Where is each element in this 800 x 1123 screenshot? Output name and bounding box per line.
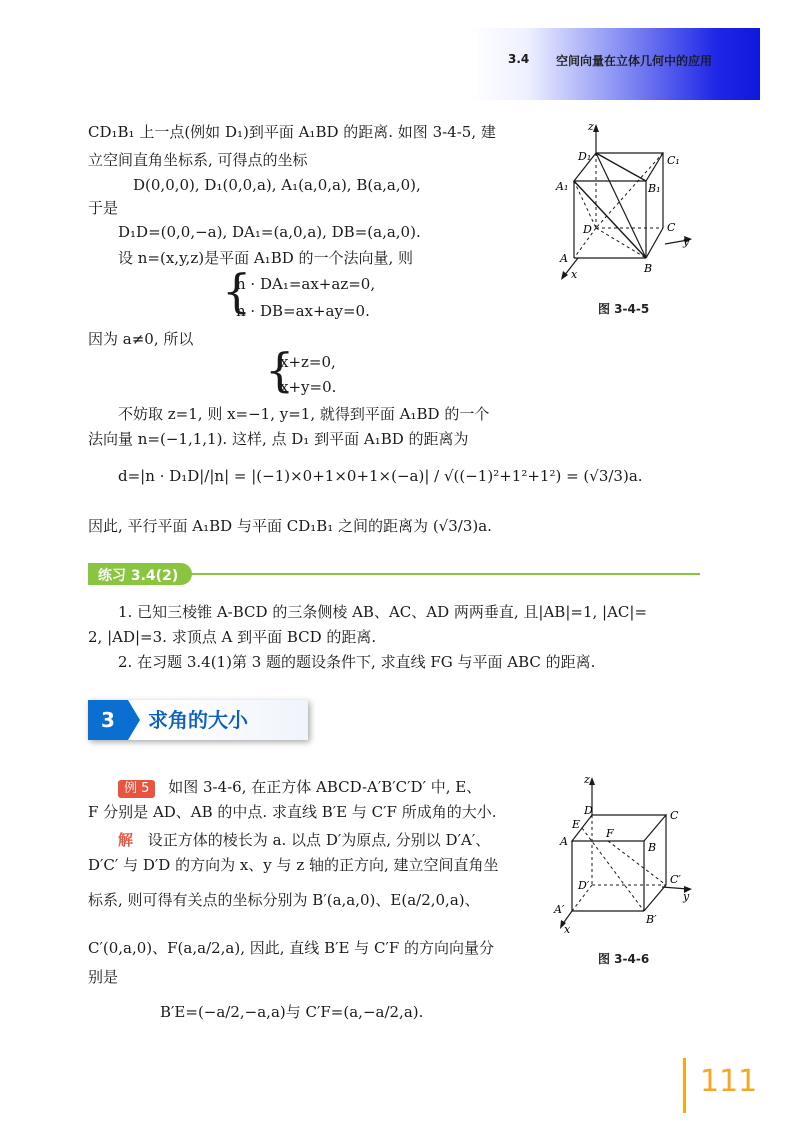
section-number: 3 <box>88 700 128 740</box>
header-section-number: 3.4 <box>508 52 530 66</box>
body-line: x+z=0, <box>280 353 336 371</box>
body-line: n · DB=ax+ay=0. <box>236 302 370 320</box>
cube-figure-3-4-6 <box>550 773 710 938</box>
example-line: C′(0,a,0)、F(a,a/2,a), 因此, 直线 B′E 与 C′F 的方向向量分 <box>88 939 495 957</box>
body-line: CD₁B₁ 上一点(例如 D₁)到平面 A₁BD 的距离. 如图 3-4-5, 建 <box>88 123 496 141</box>
section-arrow <box>128 700 140 740</box>
label-B1: B₁ <box>648 182 661 195</box>
exercise-rule <box>182 573 700 575</box>
top-face <box>572 815 666 841</box>
label-D1: D₁ <box>578 150 592 163</box>
body-line: 于是 <box>88 199 119 217</box>
solution-line <box>118 830 490 850</box>
solution-label: 解 <box>118 831 134 849</box>
example-line: F 分别是 AD、AB 的中点. 求直线 B′E 与 C′F 所成角的大小. <box>88 803 497 821</box>
label-F: F <box>606 827 614 840</box>
label-D: D <box>583 223 592 236</box>
label-Ap: A′ <box>554 903 565 916</box>
label-y: y <box>683 890 690 903</box>
exercise-title: 练习 3.4(2) <box>98 568 179 584</box>
body-line: 不妨取 z=1, 则 x=−1, y=1, 就得到平面 A₁BD 的一个 <box>118 405 490 423</box>
exercise-item: 1. 已知三棱锥 A-BCD 的三条侧棱 AB、AC、AD 两两垂直, 且|AB|=1, |AC|= <box>118 603 648 621</box>
example-text: 如图 3-4-6, 在正方体 ABCD-A′B′C′D′ 中, E、 <box>168 778 482 796</box>
label-z: z <box>584 773 590 786</box>
body-line: x+y=0. <box>280 378 337 396</box>
label-C1: C₁ <box>667 154 680 167</box>
label-y: y <box>683 235 690 248</box>
body-line: 立空间直角坐标系, 可得点的坐标 <box>88 151 308 169</box>
example-line-1 <box>118 777 481 798</box>
equation-brace: { <box>222 264 252 318</box>
body-line: 设 n=(x,y,z)是平面 A₁BD 的一个法向量, 则 <box>118 249 414 267</box>
label-A1: A₁ <box>556 180 569 193</box>
exercise-item: 2. 在习题 3.4(1)第 3 题的题设条件下, 求直线 FG 与平面 ABC 的距离. <box>118 653 596 671</box>
exercise-item: 2, |AD|=3. 求顶点 A 到平面 BCD 的距离. <box>88 628 377 646</box>
body-line: n · DA₁=ax+az=0, <box>236 275 376 293</box>
solution-text: 设正方体的棱长为 a. 以点 D′为原点, 分别以 D′A′、 <box>147 831 491 849</box>
body-line: 因为 a≠0, 所以 <box>88 330 194 348</box>
label-Dp: D′ <box>578 879 590 892</box>
direction-vectors: B′E=(−a/2,−a,a)与 C′F=(a,−a/2,a). <box>160 1003 424 1021</box>
label-A: A <box>560 252 568 265</box>
distance-formula: d=|n · D₁D|/|n| = |(−1)×0+1×0+1×(−a)| / √((−1)²+1²+1²) = (√3/3)a. <box>118 467 643 485</box>
section-title: 求角的大小 <box>148 708 248 732</box>
section-heading <box>88 700 308 740</box>
label-z: z <box>588 120 594 133</box>
label-B: B <box>644 262 653 275</box>
label-E: E <box>572 818 581 831</box>
exercise-header <box>88 563 192 585</box>
header-section-title: 空间向量在立体几何中的应用 <box>556 54 713 68</box>
label-B: B <box>648 841 657 854</box>
figure-caption: 图 3-4-6 <box>598 952 650 966</box>
label-x: x <box>564 923 571 936</box>
label-Cp: C′ <box>670 873 681 886</box>
body-line: D(0,0,0), D₁(0,0,a), A₁(a,0,a), B(a,a,0), <box>133 176 421 194</box>
body-line: D₁D=(0,0,−a), DA₁=(a,0,a), DB=(a,a,0). <box>118 223 421 241</box>
label-A: A <box>560 835 568 848</box>
page-number-rule <box>683 1058 686 1113</box>
label-C: C <box>670 809 679 822</box>
label-x: x <box>571 268 578 281</box>
label-C: C <box>667 221 676 234</box>
equation-brace: { <box>265 343 295 397</box>
example-tag: 例 5 <box>118 780 155 798</box>
body-line: 法向量 n=(−1,1,1). 这样, 点 D₁ 到平面 A₁BD 的距离为 <box>88 430 469 448</box>
page-number: 111 <box>700 1064 758 1099</box>
body-line: 因此, 平行平面 A₁BD 与平面 CD₁B₁ 之间的距离为 (√3/3)a. <box>88 517 492 535</box>
cube-figure-3-4-5 <box>550 118 710 283</box>
example-line: 别是 <box>88 968 119 986</box>
label-D: D <box>584 804 593 817</box>
label-Bp: B′ <box>646 913 657 926</box>
figure-caption: 图 3-4-5 <box>598 302 650 316</box>
example-line: 标系, 则可得有关点的坐标分别为 B′(a,a,0)、E(a/2,0,a)、 <box>88 891 480 909</box>
example-line: D′C′ 与 D′D 的方向为 x、y 与 z 轴的正方向, 建立空间直角坐 <box>88 856 499 874</box>
